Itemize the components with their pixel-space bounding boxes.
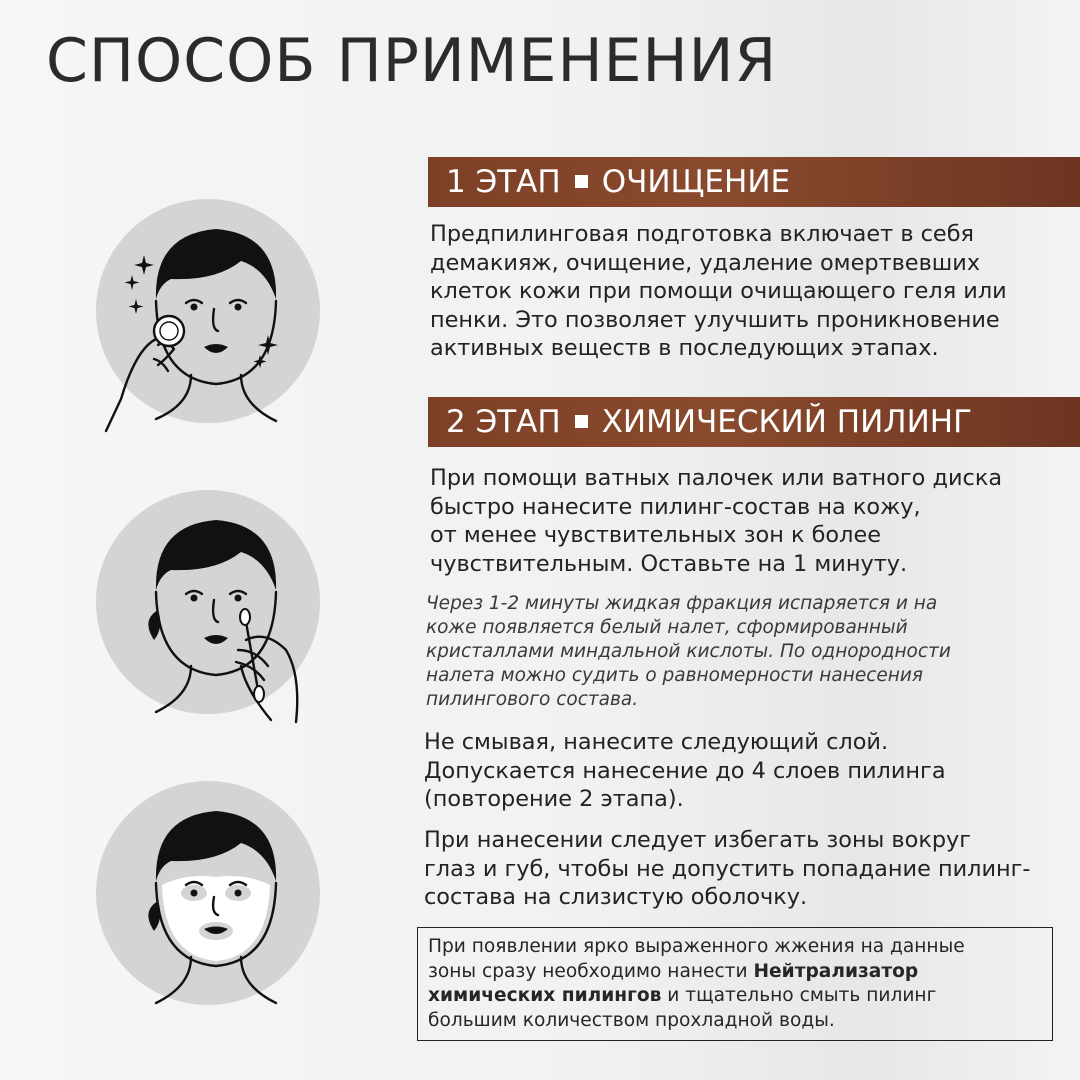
text-line: коже появляется белый налет, сформированный (426, 617, 908, 638)
text-line: (повторение 2 этапа). (424, 786, 684, 812)
text-line: от менее чувствительных зон к более (430, 522, 881, 548)
text-line: Не смывая, нанесите следующий слой. (424, 729, 889, 755)
warning-text (428, 935, 965, 1033)
text-line: При нанесении следует избегать зоны вокруг (424, 827, 972, 853)
text-line (428, 960, 965, 985)
square-bullet-icon (575, 175, 588, 188)
text-line: Через 1-2 минуты жидкая фракция испаряется и на (426, 593, 938, 614)
text-line: Допускается нанесение до 4 слоев пилинга (424, 757, 946, 784)
page-title: СПОСОБ ПРИМЕНЕНИЯ (46, 26, 778, 96)
text-line: кристаллами миндальной кислоты. По однородности (426, 641, 951, 662)
text-line: пенки. Это позволяет улучшить проникновение (430, 306, 1000, 333)
text-line: Предпилинговая подготовка включает в себя (430, 221, 974, 247)
product-name: Нейтрализатор (753, 960, 919, 982)
step1-description (430, 220, 1007, 363)
text-fragment: и тщательно смыть пилинг (661, 985, 937, 1006)
face-cotton-swab-icon (96, 490, 336, 730)
text-line: пилингового состава. (426, 689, 639, 710)
text-fragment: зоны сразу необходимо нанести (428, 960, 754, 982)
text-line: чувствительным. Оставьте на 1 минуту. (430, 550, 908, 577)
step2-avoid-text (424, 826, 1031, 912)
text-line: демакияж, очищение, удаление омертвевших (430, 249, 981, 276)
step2-number: 2 ЭТАП (446, 404, 561, 440)
step2-banner (428, 397, 1080, 447)
text-line: клеток кожи при помощи очищающего геля или (430, 278, 1007, 304)
step1-number: 1 ЭТАП (446, 164, 561, 200)
step2-layers-text (424, 728, 946, 814)
step1-banner (428, 157, 1080, 207)
text-line (428, 984, 965, 1009)
text-line: При появлении ярко выраженного жжения на данные (428, 936, 965, 957)
face-cleansing-icon (96, 199, 336, 439)
step2-description (430, 464, 1002, 578)
square-bullet-icon (575, 415, 588, 428)
step2-name: ХИМИЧЕСКИЙ ПИЛИНГ (601, 404, 972, 440)
text-line: налета можно судить о равномерности нанесения (426, 665, 924, 686)
text-line: активных веществ в последующих этапах. (430, 335, 939, 361)
face-peel-mask-icon (96, 781, 336, 1021)
text-line: глаз и губ, чтобы не допустить попадание пилинг- (424, 855, 1031, 882)
step2-italic-note (426, 592, 951, 712)
text-line: быстро нанесите пилинг-состав на кожу, (430, 493, 921, 520)
text-line: состава на слизистую оболочку. (424, 884, 808, 910)
step1-name: ОЧИЩЕНИЕ (601, 164, 791, 200)
product-name: химических пилингов (428, 985, 662, 1006)
text-line: При помощи ватных палочек или ватного диска (430, 465, 1003, 491)
text-line: большим количеством прохладной воды. (428, 1009, 835, 1031)
